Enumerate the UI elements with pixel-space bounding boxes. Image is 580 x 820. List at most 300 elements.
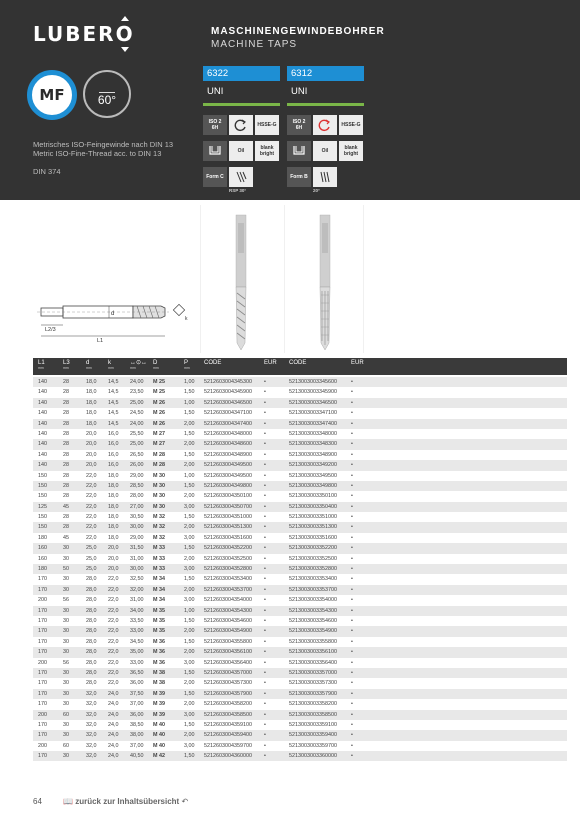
- table-cell: M 25: [153, 389, 165, 396]
- table-cell: 22,0: [86, 503, 97, 510]
- angle-60-badge: [83, 70, 131, 118]
- table-cell: 170: [38, 669, 47, 676]
- surface-icon: blank bright: [255, 141, 279, 161]
- table-cell: 56: [63, 659, 69, 666]
- table-cell: •: [264, 420, 266, 427]
- table-cell: 30: [63, 669, 69, 676]
- table-cell: M 27: [153, 430, 165, 437]
- table-cell: 36,50: [130, 669, 144, 676]
- table-cell: 5212603004357900: [204, 690, 252, 697]
- flute-note: RSP 30°: [229, 188, 247, 193]
- table-cell: 5213003003352200: [289, 545, 337, 552]
- table-cell: 3,00: [184, 503, 195, 510]
- table-cell: 150: [38, 514, 47, 521]
- table-row: [33, 387, 567, 397]
- table-cell: 5213003003359400: [289, 732, 337, 739]
- table-cell: 170: [38, 638, 47, 645]
- table-cell: 5212603004351300: [204, 524, 252, 531]
- table-cell: 5213003003357900: [289, 690, 337, 697]
- logo-o-mark: O: [115, 22, 135, 46]
- table-cell: •: [264, 472, 266, 479]
- table-cell: 5212603004356400: [204, 659, 252, 666]
- table-cell: 28,00: [130, 493, 144, 500]
- spiral-flute-icon: [229, 167, 253, 193]
- table-row: [33, 408, 567, 418]
- table-cell: M 34: [153, 597, 165, 604]
- description-en: Metric ISO-Fine-Thread acc. to DIN 13: [33, 149, 162, 158]
- table-cell: •: [351, 659, 353, 666]
- table-cell: 140: [38, 389, 47, 396]
- table-cell: 45: [63, 534, 69, 541]
- table-cell: •: [264, 638, 266, 645]
- table-cell: M 38: [153, 680, 165, 687]
- table-cell: 22,0: [108, 680, 119, 687]
- table-row: [33, 512, 567, 522]
- table-cell: •: [351, 586, 353, 593]
- table-row: [33, 699, 567, 709]
- table-cell: 140: [38, 430, 47, 437]
- form-icon: Form B: [287, 167, 311, 187]
- table-cell: 56: [63, 597, 69, 604]
- table-cell: 150: [38, 472, 47, 479]
- table-cell: •: [351, 420, 353, 427]
- table-row: [33, 439, 567, 449]
- table-cell: •: [351, 607, 353, 614]
- table-cell: 28,0: [86, 680, 97, 687]
- table-header: [33, 358, 567, 375]
- table-cell: •: [351, 545, 353, 552]
- table-cell: 1,50: [184, 690, 195, 697]
- table-cell: 1,50: [184, 410, 195, 417]
- table-cell: M 28: [153, 462, 165, 469]
- table-cell: 24,0: [108, 711, 119, 718]
- table-cell: 30: [63, 555, 69, 562]
- table-cell: •: [351, 732, 353, 739]
- table-cell: •: [264, 586, 266, 593]
- page-title: MASCHINENGEWINDEBOHRER: [211, 26, 385, 37]
- oil-icon: Oil: [229, 141, 253, 161]
- table-cell: 170: [38, 617, 47, 624]
- table-cell: 28,50: [130, 482, 144, 489]
- table-cell: 14,5: [108, 410, 119, 417]
- table-row: [33, 720, 567, 730]
- table-cell: •: [351, 576, 353, 583]
- surface-icon: blank bright: [339, 141, 363, 161]
- table-cell: 2,00: [184, 441, 195, 448]
- table-cell: •: [264, 545, 266, 552]
- table-cell: M 32: [153, 514, 165, 521]
- table-cell: 1,00: [184, 607, 195, 614]
- table-cell: 2,00: [184, 649, 195, 656]
- table-cell: 28: [63, 420, 69, 427]
- table-cell: 24,0: [108, 690, 119, 697]
- table-cell: 5213003003355800: [289, 638, 337, 645]
- table-cell: 24,0: [108, 732, 119, 739]
- table-cell: 200: [38, 659, 47, 666]
- table-cell: 33,00: [130, 628, 144, 635]
- table-cell: 16,0: [108, 441, 119, 448]
- table-cell: 24,0: [108, 721, 119, 728]
- table-cell: 1,50: [184, 389, 195, 396]
- table-cell: 30: [63, 586, 69, 593]
- table-cell: 2,00: [184, 628, 195, 635]
- table-cell: 38,00: [130, 732, 144, 739]
- tap-image-6322: [200, 205, 280, 353]
- table-cell: M 39: [153, 701, 165, 708]
- table-cell: 36,00: [130, 711, 144, 718]
- table-cell: 22,0: [108, 586, 119, 593]
- table-cell: 28,0: [86, 597, 97, 604]
- table-cell: •: [351, 493, 353, 500]
- table-cell: 5212603004357300: [204, 680, 252, 687]
- table-cell: M 35: [153, 617, 165, 624]
- table-cell: 28: [63, 524, 69, 531]
- table-cell: 170: [38, 586, 47, 593]
- material-icon: HSSE-G: [255, 115, 279, 135]
- table-cell: 22,0: [86, 493, 97, 500]
- table-row: [33, 637, 567, 647]
- table-cell: 30: [63, 690, 69, 697]
- table-cell: 28: [63, 472, 69, 479]
- table-cell: 2,00: [184, 680, 195, 687]
- table-cell: 5212603004357000: [204, 669, 252, 676]
- table-cell: 14,5: [108, 389, 119, 396]
- table-cell: 30: [63, 680, 69, 687]
- table-cell: 2,00: [184, 524, 195, 531]
- table-cell: 60: [63, 711, 69, 718]
- table-cell: M 40: [153, 732, 165, 739]
- table-row: [33, 522, 567, 532]
- table-cell: •: [264, 441, 266, 448]
- table-cell: •: [351, 669, 353, 676]
- chamfer-icon: [203, 141, 227, 161]
- table-cell: 27,00: [130, 503, 144, 510]
- table-cell: •: [351, 628, 353, 635]
- table-cell: 5213003003351600: [289, 534, 337, 541]
- table-row: [33, 471, 567, 481]
- table-cell: •: [351, 389, 353, 396]
- table-cell: M 34: [153, 576, 165, 583]
- table-row: [33, 491, 567, 501]
- table-cell: 32,0: [86, 711, 97, 718]
- table-row: [33, 554, 567, 564]
- table-cell: M 36: [153, 649, 165, 656]
- table-cell: 28: [63, 379, 69, 385]
- table-row: [33, 502, 567, 512]
- table-cell: M 33: [153, 545, 165, 552]
- table-cell: 170: [38, 680, 47, 687]
- table-cell: M 36: [153, 638, 165, 645]
- form-icon: Form C: [203, 167, 227, 187]
- table-cell: 33,50: [130, 617, 144, 624]
- table-cell: 30: [63, 617, 69, 624]
- table-cell: 28: [63, 493, 69, 500]
- table-cell: 31,50: [130, 545, 144, 552]
- table-cell: 5212603004349500: [204, 462, 252, 469]
- table-cell: 18,0: [108, 524, 119, 531]
- table-cell: 5213003003358200: [289, 701, 337, 708]
- table-cell: •: [351, 555, 353, 562]
- table-cell: 28: [63, 399, 69, 406]
- table-row: [33, 658, 567, 668]
- table-cell: 5212603004350100: [204, 493, 252, 500]
- table-cell: 5212603004359100: [204, 721, 252, 728]
- table-cell: 28,0: [86, 607, 97, 614]
- table-cell: •: [264, 607, 266, 614]
- table-cell: 22,0: [108, 628, 119, 635]
- table-cell: 5213003003352500: [289, 555, 337, 562]
- table-cell: 32,0: [86, 742, 97, 749]
- table-cell: •: [264, 753, 266, 760]
- table-cell: 5212603004353400: [204, 576, 252, 583]
- table-cell: •: [264, 576, 266, 583]
- table-cell: 5212603004353700: [204, 586, 252, 593]
- table-row: [33, 647, 567, 657]
- table-cell: 150: [38, 524, 47, 531]
- table-cell: •: [264, 379, 266, 385]
- table-cell: 5213003003347400: [289, 420, 337, 427]
- table-row: [33, 574, 567, 584]
- table-cell: 30: [63, 701, 69, 708]
- table-cell: •: [351, 638, 353, 645]
- table-row: [33, 616, 567, 626]
- table-cell: •: [351, 534, 353, 541]
- table-cell: M 25: [153, 379, 165, 385]
- table-cell: •: [351, 462, 353, 469]
- table-cell: 170: [38, 732, 47, 739]
- table-cell: •: [351, 617, 353, 624]
- table-cell: 37,00: [130, 742, 144, 749]
- table-cell: •: [351, 482, 353, 489]
- variant-column-6312: [287, 66, 364, 193]
- back-to-contents-link[interactable]: [63, 797, 188, 806]
- table-cell: 5212603004346500: [204, 399, 252, 406]
- table-cell: •: [351, 441, 353, 448]
- table-cell: 22,0: [108, 659, 119, 666]
- table-cell: 18,0: [86, 420, 97, 427]
- table-cell: 170: [38, 701, 47, 708]
- table-cell: 170: [38, 690, 47, 697]
- table-cell: •: [264, 669, 266, 676]
- table-cell: 5213003003353400: [289, 576, 337, 583]
- table-cell: 35,00: [130, 649, 144, 656]
- table-cell: 5213003003359700: [289, 742, 337, 749]
- table-cell: 140: [38, 441, 47, 448]
- table-cell: 38,50: [130, 721, 144, 728]
- table-cell: M 39: [153, 690, 165, 697]
- table-cell: 1,00: [184, 379, 195, 385]
- table-cell: M 30: [153, 482, 165, 489]
- table-cell: 16,0: [108, 462, 119, 469]
- table-cell: 5213003003348900: [289, 451, 337, 458]
- table-row: [33, 595, 567, 605]
- table-cell: 18,0: [86, 389, 97, 396]
- table-cell: 37,50: [130, 690, 144, 697]
- table-cell: 18,0: [108, 493, 119, 500]
- table-cell: •: [351, 597, 353, 604]
- table-cell: 5213003003350400: [289, 503, 337, 510]
- table-cell: 24,00: [130, 379, 144, 385]
- book-icon: 📖: [63, 797, 73, 806]
- header-banner: [0, 0, 580, 200]
- table-cell: •: [351, 451, 353, 458]
- table-cell: 3,00: [184, 742, 195, 749]
- table-cell: •: [264, 721, 266, 728]
- table-cell: 140: [38, 462, 47, 469]
- table-cell: •: [351, 379, 353, 385]
- table-cell: 5212603004360000: [204, 753, 252, 760]
- column-header: d mm: [86, 360, 92, 370]
- material-icon: HSSE-G: [339, 115, 363, 135]
- table-cell: 5213003003354300: [289, 607, 337, 614]
- table-cell: M 36: [153, 659, 165, 666]
- back-link-label: zurück zur Inhaltsübersicht: [75, 797, 180, 806]
- table-cell: 26,00: [130, 462, 144, 469]
- table-cell: 60: [63, 742, 69, 749]
- column-header: L1 mm: [38, 360, 45, 370]
- table-cell: 5212603004354300: [204, 607, 252, 614]
- table-cell: 5212603004347100: [204, 410, 252, 417]
- table-cell: •: [264, 482, 266, 489]
- table-cell: 34,50: [130, 638, 144, 645]
- table-cell: 30: [63, 638, 69, 645]
- variant-number: 6312: [287, 66, 364, 81]
- table-cell: •: [264, 732, 266, 739]
- column-header: D mm: [153, 360, 159, 370]
- table-cell: 30: [63, 721, 69, 728]
- table-cell: 31,00: [130, 597, 144, 604]
- table-cell: 160: [38, 545, 47, 552]
- mf-thread-badge: MF: [27, 70, 77, 120]
- dim-k-label: k: [185, 316, 188, 322]
- table-row: [33, 543, 567, 553]
- table-cell: 5212603004359400: [204, 732, 252, 739]
- oil-icon: Oil: [313, 141, 337, 161]
- table-cell: 22,0: [86, 514, 97, 521]
- straight-flute-icon: [313, 167, 337, 193]
- table-cell: M 35: [153, 628, 165, 635]
- table-cell: 14,5: [108, 420, 119, 427]
- table-cell: 5213003003351300: [289, 524, 337, 531]
- table-cell: 1,50: [184, 669, 195, 676]
- table-cell: 30,00: [130, 566, 144, 573]
- table-cell: 30: [63, 545, 69, 552]
- table-row: [33, 606, 567, 616]
- table-cell: 18,0: [86, 399, 97, 406]
- table-cell: M 42: [153, 753, 165, 760]
- column-header: ↔⊙↔ mm: [130, 360, 148, 370]
- table-cell: 16,0: [108, 430, 119, 437]
- table-cell: 32,0: [86, 701, 97, 708]
- table-row: [33, 678, 567, 688]
- table-cell: 24,00: [130, 420, 144, 427]
- variant-type: UNI: [291, 86, 308, 97]
- table-cell: •: [351, 753, 353, 760]
- table-cell: 28,0: [86, 586, 97, 593]
- table-row: [33, 419, 567, 429]
- table-cell: M 35: [153, 607, 165, 614]
- table-cell: •: [264, 742, 266, 749]
- table-cell: 3,00: [184, 659, 195, 666]
- table-cell: 5213003003357300: [289, 680, 337, 687]
- table-cell: 5212603004358500: [204, 711, 252, 718]
- table-cell: 5213003003360000: [289, 753, 337, 760]
- table-cell: 25,00: [130, 399, 144, 406]
- table-cell: 5212603004352200: [204, 545, 252, 552]
- table-cell: M 38: [153, 669, 165, 676]
- table-cell: 32,50: [130, 576, 144, 583]
- table-cell: 3,00: [184, 597, 195, 604]
- table-row: [33, 481, 567, 491]
- table-cell: 18,0: [108, 514, 119, 521]
- table-cell: •: [351, 680, 353, 687]
- table-cell: 32,0: [86, 732, 97, 739]
- tolerance-icon: ISO 2 6H: [287, 115, 311, 135]
- table-cell: 16,0: [108, 451, 119, 458]
- table-cell: 1,50: [184, 482, 195, 489]
- table-cell: 5212603004348900: [204, 451, 252, 458]
- table-cell: M 30: [153, 493, 165, 500]
- product-table: [33, 377, 567, 761]
- column-header: EUR: [264, 360, 277, 366]
- table-cell: 5213003003358500: [289, 711, 337, 718]
- table-cell: 2,00: [184, 462, 195, 469]
- table-cell: 5213003003354600: [289, 617, 337, 624]
- table-cell: 28: [63, 430, 69, 437]
- table-cell: 2,00: [184, 493, 195, 500]
- table-cell: 5212603004348000: [204, 430, 252, 437]
- column-header: P mm: [184, 360, 190, 370]
- table-cell: 30: [63, 628, 69, 635]
- table-cell: 30: [63, 732, 69, 739]
- table-cell: 3,00: [184, 566, 195, 573]
- variant-bar: [203, 103, 280, 106]
- spiral-right-icon: [229, 115, 253, 135]
- table-cell: 170: [38, 649, 47, 656]
- table-cell: 5212603004351600: [204, 534, 252, 541]
- table-cell: 25,0: [86, 566, 97, 573]
- table-cell: 5212603004345300: [204, 379, 252, 385]
- table-cell: 180: [38, 534, 47, 541]
- table-cell: 30: [63, 576, 69, 583]
- table-cell: 5212603004356100: [204, 649, 252, 656]
- table-cell: 1,50: [184, 545, 195, 552]
- footer: [33, 797, 189, 806]
- table-cell: 1,50: [184, 638, 195, 645]
- table-cell: 1,50: [184, 430, 195, 437]
- table-cell: M 39: [153, 711, 165, 718]
- table-cell: 1,00: [184, 472, 195, 479]
- table-cell: 22,0: [108, 669, 119, 676]
- table-cell: 18,0: [108, 472, 119, 479]
- table-cell: 1,50: [184, 576, 195, 583]
- table-cell: M 33: [153, 555, 165, 562]
- spiral-point-icon: [313, 115, 337, 135]
- table-cell: •: [351, 711, 353, 718]
- table-cell: 5212603004352800: [204, 566, 252, 573]
- table-cell: 31,00: [130, 555, 144, 562]
- table-cell: •: [351, 721, 353, 728]
- table-cell: 5213003003349800: [289, 482, 337, 489]
- column-header: k mm: [108, 360, 114, 370]
- table-cell: 5212603004349800: [204, 482, 252, 489]
- table-cell: 5213003003345600: [289, 379, 337, 385]
- table-cell: 28,0: [86, 628, 97, 635]
- column-header: CODE: [204, 360, 222, 366]
- table-cell: 32,00: [130, 586, 144, 593]
- table-cell: 5212603004349500: [204, 472, 252, 479]
- table-cell: 14,5: [108, 379, 119, 385]
